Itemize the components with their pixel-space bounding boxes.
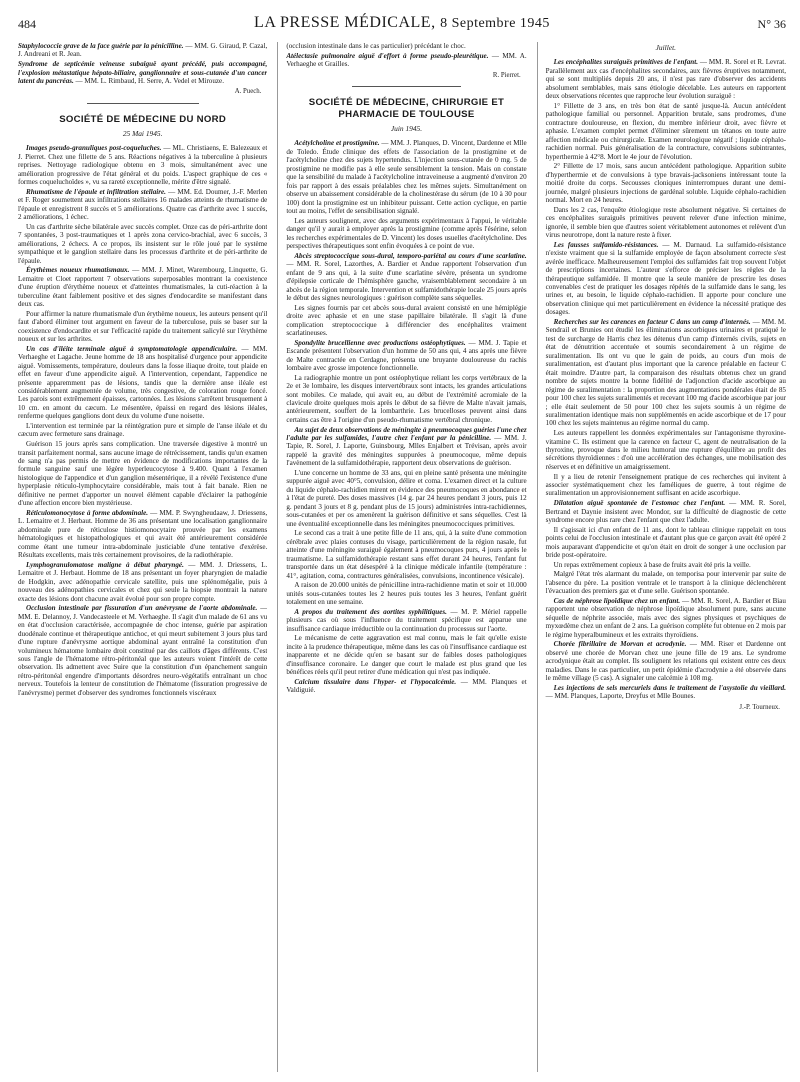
article-paragraph [286,252,526,303]
article-text: — MM. Ed. Doumer, J.-F. Merlen et F. Roger soumettent aux infiltrations stellaires 16 malades atteints de rhumatisme de l'épaule et enregistrent 8 succès et 5 améliorations. Quatre cas d'arthrite avec 1 succès, 2 améliorations, 1 échec. [18,187,268,222]
col3-articles [546,58,786,700]
article-text: Pour affirmer la nature rhumatismale d'un érythème noueux, les auteurs pensent qu'il faut d'abord éliminer tout argument en faveur de la tuberculose, puis se baser sur la coexistence d'endocardite et sur l'efficacité rapide du traitement salicylé sur l'érythème noueux et sur les arthrites. [18,309,268,344]
article-text: — MM. J. Driessens, L. Lemaitre et J. Herbaut. Homme de 18 ans présentant un foyer pharyngien de maladie de Hodgkin, avec adénopathie cervicale satellite, puis une splénomégalie, puis à nouveau des adénopathies cervicales et chez qui seule la biopsie montrait la nature exacte des lésions dont chacune avait évolué pour son propre compte. [18,560,268,603]
col3-signature: J.-P. Tourneux. [739,703,780,711]
article-paragraph [286,339,526,373]
article-paragraph [546,102,786,161]
article-text: — MM. P. Swyngheudaaw, J. Driessens, L. Lemaitre et J. Herbaut. Homme de 36 ans présentant une localisation ganglionnaire abdominale pure de réticulose histiomonocytaire prouvée par les examens hématologiques et histopathologiques et qui avait été antérieurement considérée comme étant une tumeur intra-abdominale justiciable d'une tentative d'exérèse. Résultats excellents, mais très certainement provisoires, de la radiothérapie. [18,508,268,560]
article-text: — MM. R. Sorel et R. Levrat. Parallèlement aux cas d'encéphalites secondaires, aux fièvres éruptives notamment, qui se sont multipliés depuis 20 ans, il n'est pas rare d'observer des accidents absolument semblables, mais sans étiologie décelable. Les auteurs en rapportent deux observations récentes que rapproche leur évolution suraiguë : [545,58,786,101]
article-text: — MM. R. Sorel, Bertrand et Daynie insistent avec Mondor, sur la difficulté de diagnostic de cette syndrome encore plus rare chez l'enfant que chez l'adulte. [545,499,786,524]
article-paragraph [546,429,786,471]
section-date: 25 Mai 1945. [122,128,163,138]
article-paragraph [546,570,786,595]
article-paragraph [286,469,526,528]
article-heading: Rhumatisme de l'épaule et infiltration stellaire. [26,187,166,196]
article-paragraph [546,597,786,639]
article-text: — MM. J. Tapie et Escande présentent l'observation d'un homme de 50 ans qui, 4 ans après une fièvre de Malte contractée en Cerdagne, présenta une bruyante douloureuse du rachis lombaire avec grosse impotence fonctionnelle. [286,338,527,372]
article-paragraph [546,684,786,701]
article-heading: Chorée fibrillaire de Morvan et acrodynie. [553,640,687,649]
article-paragraph [18,188,267,222]
article-paragraph [18,440,267,508]
article-paragraph [546,162,786,204]
article-heading: Cas de néphrose lipoïdique chez un enfant. [553,596,681,605]
article-text: A raison de 20.000 unités de pénicilline intra-rachidienne matin et soir et 10.000 unités sous-cutanées toutes les 2 heures puis toutes les 3 heures, l'enfant guérit totalement en une semaine. [286,581,527,607]
article-heading: A propos du traitement des aortites syphilitiques. [294,607,447,616]
article-paragraph [546,206,786,240]
article-text: — M. P. Mériel rappelle plusieurs cas où sous l'influence du traitement spécifique est apparue une insuffisance cardiaque irréductible ou la continuation du processus sur l'aorte. [286,607,527,633]
col1-signature: A. Puech. [234,88,262,96]
section-date: Juin 1945. [390,124,423,133]
article-text: — MM. L. Rimbaud, H. Serre, A. Vedel et Mirouze. [73,77,224,85]
article-heading: Érythèmes noueux rhumatismaux. [26,266,130,275]
article-paragraph [546,526,786,560]
article-text: Il s'agissait ici d'un enfant de 11 ans, dont le tableau clinique rappelait en tous points celui de l'occlusion intestinale et d'autant plus que ce garçon avait été opéré 2 mois auparavant d'appendicite et qu'on était en droit de songer à une occlusion par bride post-opératoire. [545,525,786,559]
month-label: Juillet. [655,43,676,52]
section-divider [352,86,460,87]
article-text: 1° Fillette de 3 ans, en très bon état de santé jusque-là. Aucun antécédent pathologique familial ou personnel. Apparition brutale, sans prodromes, d'une contracture douloureuse, en flexion, du membre inférieur droit, avec fièvre et aphasie. L'examen complet permet d'éliminer sûrement un tétanos en toute autre affection médicale ou chirurgicale. Examen neurologique négatif ; liquide céphalo-rachidien normal. Puis généralisation de la contracture, convulsions subintrantes, hyperthermie à 42°8. Mort le 4e jour de l'évolution. [545,101,786,161]
article-heading: Réticulomonocytose à forme abdominale. [26,508,149,517]
issue-date: 8 Septembre 1945 [440,16,550,31]
col2-articles [286,139,526,694]
article-text: — MM. Riser et Dardenne ont observé une chorée de Morvan chez une jeune fille de 19 ans. Le syndrome acrodynique était au complet. Ils soulignent les relations qui existent entre ces deux maladies. Dans le cas particulier, un petit épidémie d'acrodynie a été observée dans le même village (5 cas). A signaler une calcémie à 108 mg. [545,640,786,683]
article-paragraph [546,241,786,317]
article-paragraph [286,529,526,580]
article-heading: Calcium tissulaire dans l'hyper- et l'hypocalcémie. [294,677,457,686]
article-heading: Atélectasie pulmonaire aiguë d'effort à forme pseudo-pleurétique. [286,51,489,60]
article-heading: Recherches sur les carences en facteur C dans un camp d'internés. [553,317,751,326]
article-heading: Les encéphalites suraiguës primitives de l'enfant. [553,58,698,67]
article-text: Malgré l'état très alarmant du malade, on temporisa pour intervenir par suite de l'absence du père. La position ventrale et le transport à la clinique déclenchèrent l'évacuation des premiers gaz et d'une selle. Guérison spontanée. [545,570,786,596]
article-text: L'intervention est terminée par la réintégration pure et simple de l'anse iléale et du cæcum avec fermeture sans drainage. [18,421,268,439]
article-text: — MM. J. Tapie, R. Sorel, J. Laporte, Guinsbourg, Mlles Enjalbert et Trévisan, après avoir rappelé la gravité des méningites suppurées à pneumocoque, même depuis l'avènement de la sulfamidothérapie, rapportent deux observations de guérison. [286,433,527,468]
article-text: — MM. E. Delannoy, J. Vandecasteele et M. Verhaeghe. Il s'agit d'un malade de 61 ans vu en état d'occlusion caractérisée, accompagnée de choc intense, guérie par aspiration duodénale continue et thérapeutique antichoc, et qui meurt subitement 3 jours plus tard d'une rupture d'anévrysme aortique abdominal ayant entraîné la constitution d'un volumineux hématome lombaire droit constitué par des caillots d'âges différents. C'est sous l'angle de l'hématome rétro-péritonéal que les auteurs voient l'intérêt de cette observation. Ils admettent avec Suire que la constitution d'un épanchement sanguin rétro-péritonéal engendre d'importants désordres neuro-végétatifs entraînant un choc nerveux. Toutefois la lenteur de constitution de l'hématome (fissuration progressive de l'anévrysme) permet d'observer des syndromes fonctionnels viscéraux [18,604,268,697]
article-heading: Images pseudo-granuliques post-coqueluches. [26,144,162,153]
article-heading: Spondylite brucellienne avec productions ostéophytiques. [294,338,466,347]
article-heading: Au sujet de deux observations de méningite à pneumocoques guéries l'une chez l'adulte par les sulfamides, l'autre chez l'enfant par la pénicilline. [286,425,527,442]
article-heading: Lymphogranulomatose maligne à début pharyngé. [26,560,184,569]
article-heading: Un cas d'iléite terminale aiguë à symptomatologie appendiculaire. [26,344,238,353]
column-1 [18,42,267,1072]
article-paragraph [546,58,786,100]
article-text: — ML. Christiaens, E. Balezeaux et J. Pierret. Chez une fillette de 5 ans. Réactions négatives à la tuberculine à plusieurs reprises. Nettoyage radiologique obtenu en 3 mois, simultanément avec une amélioration progressive de l'état général et du poids. L'aspect graphique de ces « formes coqueluchoïdes », vu sa rareté exceptionnelle, mérite d'être signalé. [18,144,268,187]
journal-title: LA PRESSE MÉDICALE, [254,14,436,31]
article-text: Guérison 15 jours après sans complication. Une traversée digestive à montré un transit parfaitement normal, sans aucune image de rétrécissement, tandis qu'un examen de sang n'a pas permis de mettre en évidence de modifications importantes de la formule sanguine sauf une légère hyperleucocytose à 9.400. Quant à l'examen histologique de l'appendice et d'un ganglion mésentérique, il a révélé l'existence d'une hyperplasie réticulo-lymphocytaire considérable, mais tout à fait banale. Rien ne définitive ne permet d'apporter un nouvel élément capable d'éclairer la pathogénie d'une affection encore bien mystérieuse. [18,440,268,508]
article-text: Le second cas a trait à une petite fille de 11 ans, qui, à la suite d'une commotion cérébrale avec plaies contuses du visage, particulièrement de la région nasale, fut atteinte d'une méningite suraiguë également à pneumocoques purs, 4 jours après le traumatisme. La sulfamidothérapie restant sans effet durant 24 heures, l'enfant fut transportée dans un état désespéré à la clinique médicale infantile (température : 41°, agitation, coma, contractures généralisées, convulsions, incontinence vésicale). [286,529,527,580]
article-paragraph [286,426,526,468]
article-paragraph [546,473,786,498]
article-paragraph [286,374,526,425]
article-paragraph [18,345,267,421]
article-paragraph [286,52,526,69]
article-text: — MM. Verhaeghe et Lagache. Jeune homme de 18 ans hospitalisé d'urgence pour appendicite aiguë. Vomissements, température, douleurs dans la fosse iliaque droite, tout plaide en effet en faveur d'une appendicite aiguë. A l'intervention, cependant, l'appendice ne présente apparemment pas de lésions, tandis que la dernière anse iléale est considérablement augmentée de volume, très congestive, de coloration rouge foncé. Les parois sont extrêmement épaisses, cartonnées. Les lésions s'arrêtent brusquement à 10 cm. en amont du cæcum. Le mésentère, épaissi en regard des lésions iléales, renferme quelques ganglions dont deux du volume d'une noisette. [18,344,268,421]
article-text: — MM. Planques, Laporte, Dreyfus et Mlle Bounes. [545,692,696,701]
article-text: (occlusion intestinale dans le cas particulier) précédant le choc. [286,42,466,50]
article-text: Dans les 2 cas, l'enquête étiologique reste absolument négative. Si certaines de ces encéphalites suraiguës primitives peuvent relever d'une infection minime, ignorée, il semble bien que d'autres soient véritablement autonomes et relèvent d'un virus neurotrope, dont la nature reste à fixer. [545,205,786,240]
col1-articles [18,144,267,697]
article-text: — MM. A. Verhaeghe et Grailles. [286,51,527,69]
page-header [18,14,786,36]
article-paragraph [18,42,267,59]
article-text: — MM. R. Sorel, Lazorthes, A. Bardier et Andue rapportent l'observation d'un enfant de 9 ans qui, à la suite d'une scarlatine sévère, présenta un syndrome d'épilepsie corticale de l'hémisphère gauche, vraisemblablement secondaire à un abcès de la région temporale. Intervention et sulfamidothérapie locale 25 jours après le début des signes neurologiques : guérison complète sans séquelles. [286,260,527,302]
column-3 [537,42,786,1072]
article-text: Un cas d'arthrite sèche bilatérale avec succès complet. Onze cas de péri-arthrite dont 7 spontanées, 3 post-traumatiques et 1 après zona cervico-brachial, avec 6 succès, 3 améliorations, 2 échecs. A ce propos, ils insistent sur le rôle joué par le système sympathique et le ganglion stellaire dans les processus d'arthrite et de péri-arthrite de l'épaule. [18,222,268,265]
section-divider [87,103,199,104]
article-paragraph [286,217,526,251]
article-text: — MM. Planques et Valdiguié. [286,677,527,695]
article-paragraph [18,604,267,697]
article-heading: Syndrome de septicémie veineuse subaiguë ayant précédé, puis accompagné, l'explosion métastatique hépato-biliaire, ganglionnaire et sous-cutanée d'un cancer latent du pancréas. [18,60,268,85]
article-heading: Les injections de sels mercuriels dans le traitement de l'asystolie du vieillard. [553,683,786,692]
article-heading: Abcès streptococcique sous-dural, temporo-pariétal au cours d'une scarlatine. [294,251,527,260]
article-text: L'une concerne un homme de 33 ans, qui en pleine santé présenta une méningite suppurée aiguë avec 40°5, convulsion, délire et coma. L'examen direct et la culture du liquide céphalo-rachidien mirent en évidence des pneumocoques en abondance et à l'état de pureté. Des doses massives (14 g. par 24 heures pendant 3 jours, puis 12 g. pendant 3 jours et 8 g. pendant plus de 15 jours) administrées intra-rachidiennes, sous-cutanées et per os amenèrent la guérison définitive et sans séquelles. C'est là une éventualité exceptionnelle dans les méningites pneumococciques primitives. [286,468,527,528]
article-columns [18,42,786,1072]
section-title: SOCIÉTÉ DE MÉDECINE, CHIRURGIE ET PHARMACIE DE TOULOUSE [308,97,505,120]
article-text: — MM. G. Giraud, P. Cazal, J. Andreani et R. Jean. [18,42,268,59]
article-text: Le mécanisme de cette aggravation est mal connu, mais le fait qu'elle existe incite à la prudence thérapeutique, même dans les cas où l'insuffisance cardiaque est inapparente et ne décide qu'en se basant sur de faibles doses pathologiques d'insuffisance coronaire. Le danger que court le malade est plus grand que les bénéfices réels qu'il peut retirer d'une médication qui n'est pas indiquée. [286,634,527,677]
article-text: — MM. J. Planques, D. Vincent, Dardenne et Mlle de Toledo. Étude clinique des effets de l'association de la prostigmine et de l'acétylcholine chez des sujets hypertendus. L'injection sous-cutanée de 0 mg. 5 de prostigmine ne modifie pas à elle seule sensiblement la tension. Mais on constate que la sensibilité du malade à l'acétylcholine intraveineuse a augmenté d'environ 20 fois par rapport à des essais préalables chez les mêmes sujets. Simultanément on observe un abaissement considérable de la cholinestérase du sérum (de 10 à 30 pour 100) dont la prostigmine est un inhibiteur puissant. Cette action cyclique, en partie tout au moins, l'effet de sensibilisation signalé. [286,139,527,216]
article-paragraph [286,608,526,633]
article-paragraph [18,310,267,344]
article-text: — M. Darnaud. La sulfamido-résistance n'existe vraiment que si la sulfamide employée de façon absolument correcte s'est avérée inefficace. Malheureusement l'emploi des sulfamides fait trop souvent l'objet de prescriptions incertaines. L'auteur s'efforce de préciser les règles de la thérapeutique sulfamidée. Il montre que la seule manière de prescrire les doses convenables c'est de pratiquer les dosages répétés de la sulfamide dans le sang, les urines et, au besoin, le liquide céphalo-rachidien. Il apporte pour conclure une observation clinique qui met particulièrement en évidence la nécessité pratique des dosages. [545,240,786,317]
article-paragraph [286,581,526,606]
article-paragraph [18,266,267,308]
article-paragraph [18,509,267,560]
journal-masthead [18,14,786,32]
article-paragraph [546,499,786,524]
article-paragraph [546,318,786,428]
article-heading: Staphylococcie grave de la face guérie par la pénicilline. [18,42,184,50]
article-paragraph [286,634,526,676]
article-heading: Occlusion intestinale par fissuration d'un anévrysme de l'aorte abdominale. [26,604,258,613]
article-text: Les auteurs soulignent, avec des arguments expérimentaux à l'appui, le véritable danger qu'il y aurait à employer après la prostigmine (comme après l'ésérine, selon les recherches expérimentales de D. Vincent) les doses usuelles d'acétylcholine. Des perspectives thérapeutiques sont enfin évoquées à ce point de vue. [286,216,527,251]
article-heading: Acétylcholine et prostigmine. [294,139,380,148]
article-paragraph [286,678,526,695]
article-text: 2° Fillette de 17 mois, sans aucun antécédent pathologique. Apparition subite d'hyperthermie et de convulsions à type bravais-jacksoniens intéressant toute la moitié droite du corps. Secousses cloniques ininterrompues durant une demi-journée, malgré plusieurs injections de gardénal soluble. Liquide céphalo-rachidien normal. Mort en 24 heures. [545,162,786,205]
col2-signature: R. Pierret. [492,71,521,79]
article-text: Les signes fournis par cet abcès sous-dural avaient consisté en une hémiplégie droite avec aphasie et en une stase papillaire bilatérale. Il s'agit là d'une complication streptococcique à différencier des encéphalites vraiment scarlatineuses. [286,303,527,337]
article-paragraph [18,223,267,265]
article-paragraph [286,304,526,338]
col2-top [286,42,526,69]
article-paragraph [18,561,267,603]
article-paragraph [286,139,526,215]
article-text: — MM. M. Sendrail et Brunies ont étudié les éliminations ascorbiques urinaires et pratiqué le test de surcharge de Harris chez les détenus d'un camp d'internés civils, sujets en état de dénutrition accentuée et soumis secondairement à un régime de suralimentation. Ils ont vu que le gain de poids, au cours d'un mois de suralimentation, est d'autant plus important que la carence préalable en facteur C était moindre. D'autre part, la comparaison des résultats obtenus chez un grand nombre de sujets montre la bonne fidélité de l'adjonction d'acide ascorbique au régime de suralimentation : la proportion des augmentations pondérales était de 85 pour 100 chez les sujets suralimentés et recevant 100 mg d'acide ascorbique par jour ; elle était seulement de 50 pour 100 chez les sujets soumis à un régime de suralimentation identique mais non supplémentés en acide ascorbique et de 17 pour 100 chez les sujets maintenus au régime normal du camp. [545,317,786,428]
article-paragraph [18,144,267,186]
article-heading: Dilatation aiguë spontanée de l'estomac chez l'enfant. [553,499,726,508]
section-title: SOCIÉTÉ DE MÉDECINE DU NORD [59,113,227,125]
article-text: — MM. J. Minet, Warembourg, Linquette, G. Lemaitre et Cloet rapportent 7 observations superposables montrant la coexistence d'une éruption d'érythème noueux et d'atteintes rhumatismales, la cuti-réaction à la tuberculine étant faiblement positive et des signes d'endocardite se manifestant dans deux cas. [18,266,268,309]
issue-number: N° 36 [757,17,786,31]
article-paragraph [546,640,786,682]
article-text: Un repas extrêmement copieux à base de fruits avait été pris la veille. [553,560,751,569]
article-paragraph [18,422,267,439]
article-text: La radiographie montre un pont ostéophytique reliant les corps vertébraux de la 2e et 3e lombaire, les disques intervertébraux sont intacts, les grandes articulations sont mobiles. Ce malade, qui avait eu, au début de l'extrémité acromiale de la clavicule droite quelques mois après le début de sa fièvre de Malte n'avait jamais, antérieurement, souffert de la lombarthrie. Les brucelloses peuvent ainsi dans certains cas être à l'origine d'un pseudo-rhumatisme vertébral chronique. [286,373,527,424]
article-heading: Les fausses sulfamido-résistances. [553,240,659,249]
col1-top [18,42,267,85]
column-2 [277,42,526,1072]
article-paragraph [546,561,786,569]
article-paragraph [286,42,526,50]
article-text: Il y a lieu de retenir l'enseignement pratique de ces recherches qui invitent à associer systématiquement chez les faméliques de guerre, à tout régime de suralimentation un approvisionnement suffisant en acide ascorbique. [545,472,786,498]
article-text: Les auteurs rappellent les données expérimentales sur l'antagonisme thyroxine-vitamine C. Ils estiment que la carence en facteur C, agent de neutralisation de la thyroxine, provoque dans le milieu humoral une rupture d'équilibre au profit des sécrétions thyroïdiennes : d'où une accélération des échanges, une mobilisation des réserves et en définitive un amaigrissement. [545,429,786,471]
page-number: 484 [18,17,36,31]
article-paragraph [18,60,267,85]
article-text: — MM. R. Sorel, A. Bardier et Biau rapportent une observation de néphrose lipoïdique absolument pure, sans aucune séquelle de néphrite associée, mais avec des signes physiques et psychiques de myxœdème chez un enfant de 2 ans. La guérison complète fut obtenue en 2 mois par le régime hyperalbumineux et les extraits thyroïdiens. [545,596,786,639]
